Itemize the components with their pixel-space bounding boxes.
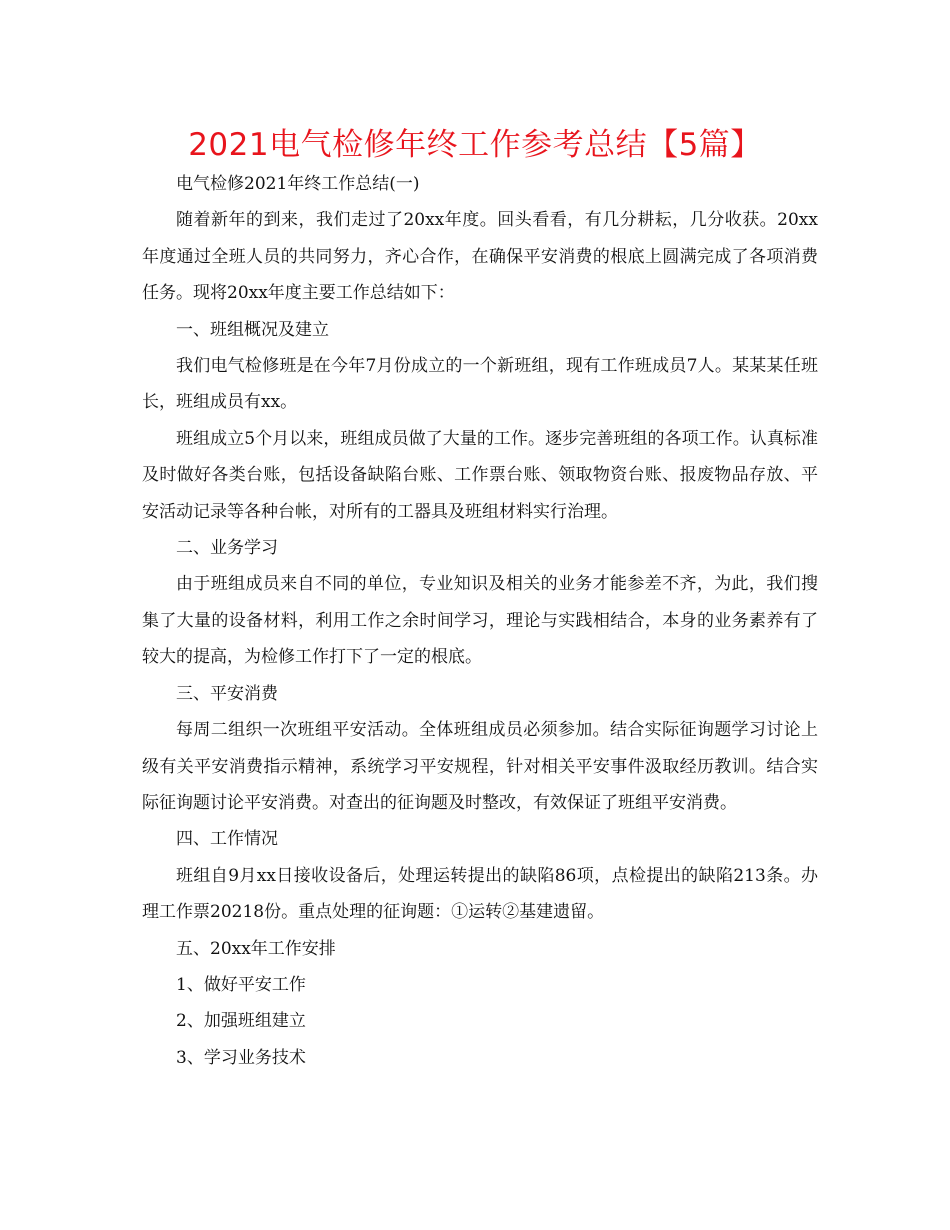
body-paragraph: 班组自9月xx日接收设备后，处理运转提出的缺陷86项，点检提出的缺陷213条。办理工作票20218份。重点处理的征询题：①运转②基建遗留。 [142, 865, 818, 923]
body-paragraph: 每周二组织一次班组平安活动。全体班组成员必须参加。结合实际征询题学习讨论上级有关平安消费指示精神，系统学习平安规程，针对相关平安事件汲取经历教训。结合实际征询题讨论平安消费。对查出的征询题及时整改，有效保证了班组平安消费。 [142, 720, 818, 813]
section-heading-3: 三、平安消费 [176, 683, 278, 704]
document-body [142, 166, 818, 1076]
intro-paragraph: 随着新年的到来，我们走过了20xx年度。回头看看，有几分耕耘，几分收获。20xx年度通过全班人员的共同努力，齐心合作，在确保平安消费的根底上圆满完成了各项消费任务。现将20xx年度主要工作总结如下： [142, 210, 818, 304]
body-paragraph: 由于班组成员来自不同的单位，专业知识及相关的业务才能参差不齐，为此，我们搜集了大量的设备材料，利用工作之余时间学习，理论与实践相结合，本身的业务素养有了较大的提高，为检修工作打下了一定的根底。 [142, 574, 818, 668]
section-heading-2: 二、业务学习 [176, 538, 278, 559]
section-heading-1: 一、班组概况及建立 [176, 319, 329, 340]
body-paragraph: 我们电气检修班是在今年7月份成立的一个新班组，现有工作班成员7人。某某某任班长，班组成员有xx。 [142, 356, 818, 413]
body-paragraph: 班组成立5个月以来，班组成员做了大量的工作。逐步完善班组的各项工作。认真标准及时做好各类台账，包括设备缺陷台账、工作票台账、领取物资台账、报废物品存放、平安活动记录等各种台帐，对所有的工器具及班组材料实行治理。 [142, 428, 818, 522]
list-item: 3、学习业务技术 [176, 1047, 306, 1068]
list-item: 1、做好平安工作 [176, 974, 306, 995]
list-item: 2、加强班组建立 [176, 1011, 306, 1032]
section-heading-4: 四、工作情况 [176, 829, 278, 850]
document-title: 2021电气检修年终工作参考总结【5篇】 [188, 127, 762, 163]
subtitle-paragraph: 电气检修2021年终工作总结(一) [176, 174, 420, 194]
section-heading-5: 五、20xx年工作安排 [176, 938, 336, 959]
